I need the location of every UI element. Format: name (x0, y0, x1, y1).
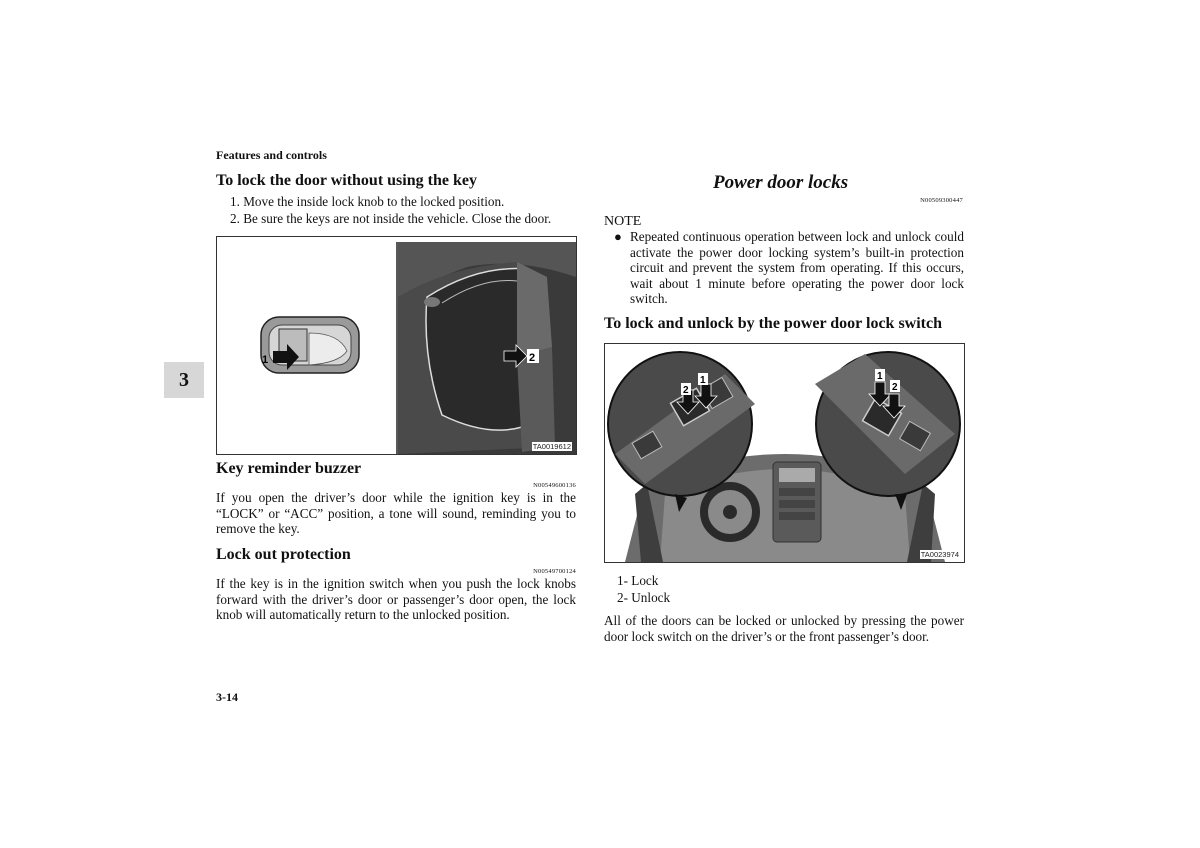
inside-lock-knob-illustration (261, 317, 359, 373)
page-title: Power door locks (713, 172, 849, 193)
lock-out-text: If the key is in the ignition switch when you push the lock knobs forward with the driver’s door or passenger’s door open, the lock knob will automatically return to the unlocked position. (216, 576, 576, 623)
power-lock-switch-illustration (605, 344, 964, 562)
legend-unlock: 2- Unlock (617, 590, 671, 605)
note-label: NOTE (604, 214, 642, 229)
switch-text: All of the doors can be locked or unlocked by pressing the power door lock switch on the driver’s or the front passenger’s door. (604, 613, 964, 644)
note-text: Repeated continuous operation between lock and unlock could activate the power door locking system’s built-in protection circuit and prevent the system from operating. If this occurs, wait about 1 minute before operating the power door lock switch. (630, 229, 964, 307)
lock-out-heading: Lock out protection (216, 546, 351, 563)
key-reminder-heading: Key reminder buzzer (216, 460, 362, 477)
door-lock-figure (216, 236, 577, 455)
car-door-illustration (398, 242, 576, 454)
page-number: 3-14 (216, 690, 238, 704)
key-reminder-code: N00549600136 (533, 482, 576, 489)
lock-without-key-heading: To lock the door without using the key (216, 172, 477, 189)
chapter-tab: 3 (164, 362, 204, 398)
callout-left-2: 2 (683, 385, 689, 396)
bullet-icon: ● (614, 229, 622, 244)
title-code: N00509300447 (920, 197, 963, 204)
door-lock-illustration (217, 237, 576, 454)
lock-out-code: N00549700124 (533, 568, 576, 575)
callout-right-2: 2 (892, 382, 898, 393)
switch-heading: To lock and unlock by the power door lock switch (604, 315, 942, 332)
callout-left-1: 1 (700, 375, 706, 386)
callout-1: 1 (262, 354, 269, 366)
power-lock-switch-figure (604, 343, 965, 563)
section-header: Features and controls (216, 148, 327, 162)
figure-code: TA0023974 (920, 550, 959, 559)
figure-code: TA0019612 (532, 442, 571, 451)
step-2: 2. Be sure the keys are not inside the vehicle. Close the door. (230, 211, 552, 226)
note-item (614, 229, 964, 307)
legend-lock: 1- Lock (617, 573, 659, 588)
key-reminder-text: If you open the driver’s door while the ignition key is in the “LOCK” or “ACC” position, a tone will sound, reminding you to remove the key. (216, 490, 576, 537)
step-1: 1. Move the inside lock knob to the locked position. (230, 194, 505, 209)
callout-right-1: 1 (877, 371, 883, 382)
callout-2: 2 (529, 352, 536, 364)
